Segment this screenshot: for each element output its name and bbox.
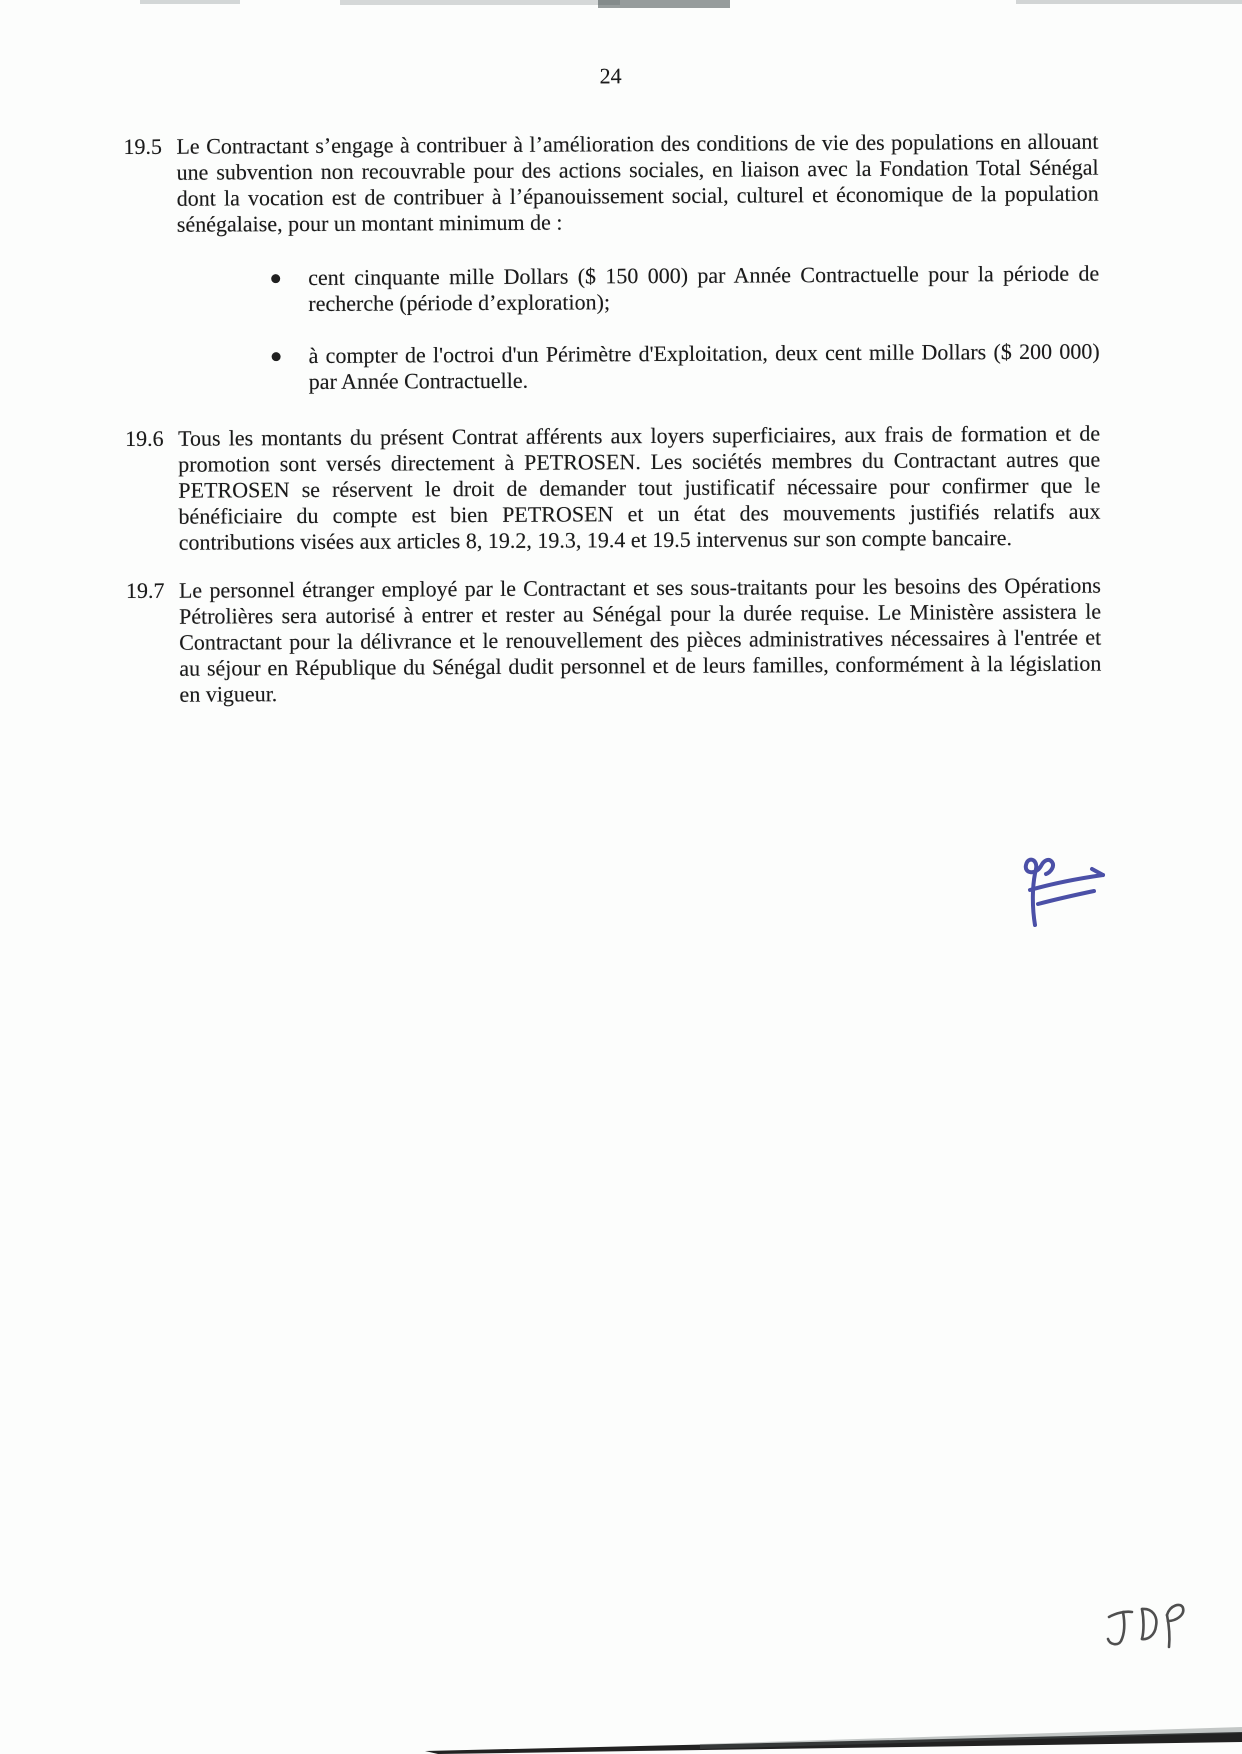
section-text: Le Contractant s’engage à contribuer à l’amélioration des conditions de vie des populations en allouant une subvention non recouvrable pour des actions sociales, en liaison avec la Fondation Total Sénégal dont la vocation est de contribuer à l’épanouissement social, culturel et économique de la population sénégalaise, pour un montant minimum de : xyxy=(176,128,1099,237)
bullet-text: à compter de l'octroi d'un Périmètre d'Exploitation, deux cent mille Dollars ($ 200 000) par Année Contractuelle. xyxy=(308,338,1100,394)
section-number: 19.6 xyxy=(125,425,164,451)
section-number: 19.5 xyxy=(123,133,163,159)
bullet-text: cent cinquante mille Dollars ($ 150 000) par Année Contractuelle pour la période de recherche (période d’exploration); xyxy=(308,260,1100,316)
section-text: Tous les montants du présent Contrat afférents aux loyers superficiaires, aux frais de formation et de promotion sont versés directement à PETROSEN. Les sociétés membres du Contractant autres que PETROSEN se réservent le droit de demander tout justificatif nécessaire pour confirmer que le bénéficiaire du compte est bien PETROSEN et un état des mouvements justifiés relatifs aux contributions visées aux articles 8, 19.2, 19.3, 19.4 et 19.5 intervenus sur son compte bancaire. xyxy=(178,420,1101,555)
page-number: 24 xyxy=(599,63,622,89)
section-number: 19.7 xyxy=(125,577,165,603)
section-text: Le personnel étranger employé par le Contractant et ses sous-traitants pour les besoins des Opérations Pétrolières sera autorisé à entrer et rester au Sénégal pour la durée requise. Le Ministère assistera le Contractant pour la délivrance et le renouvellement des pièces administratives nécessaires à l'entrée et au séjour en République du Sénégal dudit personnel et de leurs familles, conformément à la législation en vigueur. xyxy=(178,572,1102,707)
